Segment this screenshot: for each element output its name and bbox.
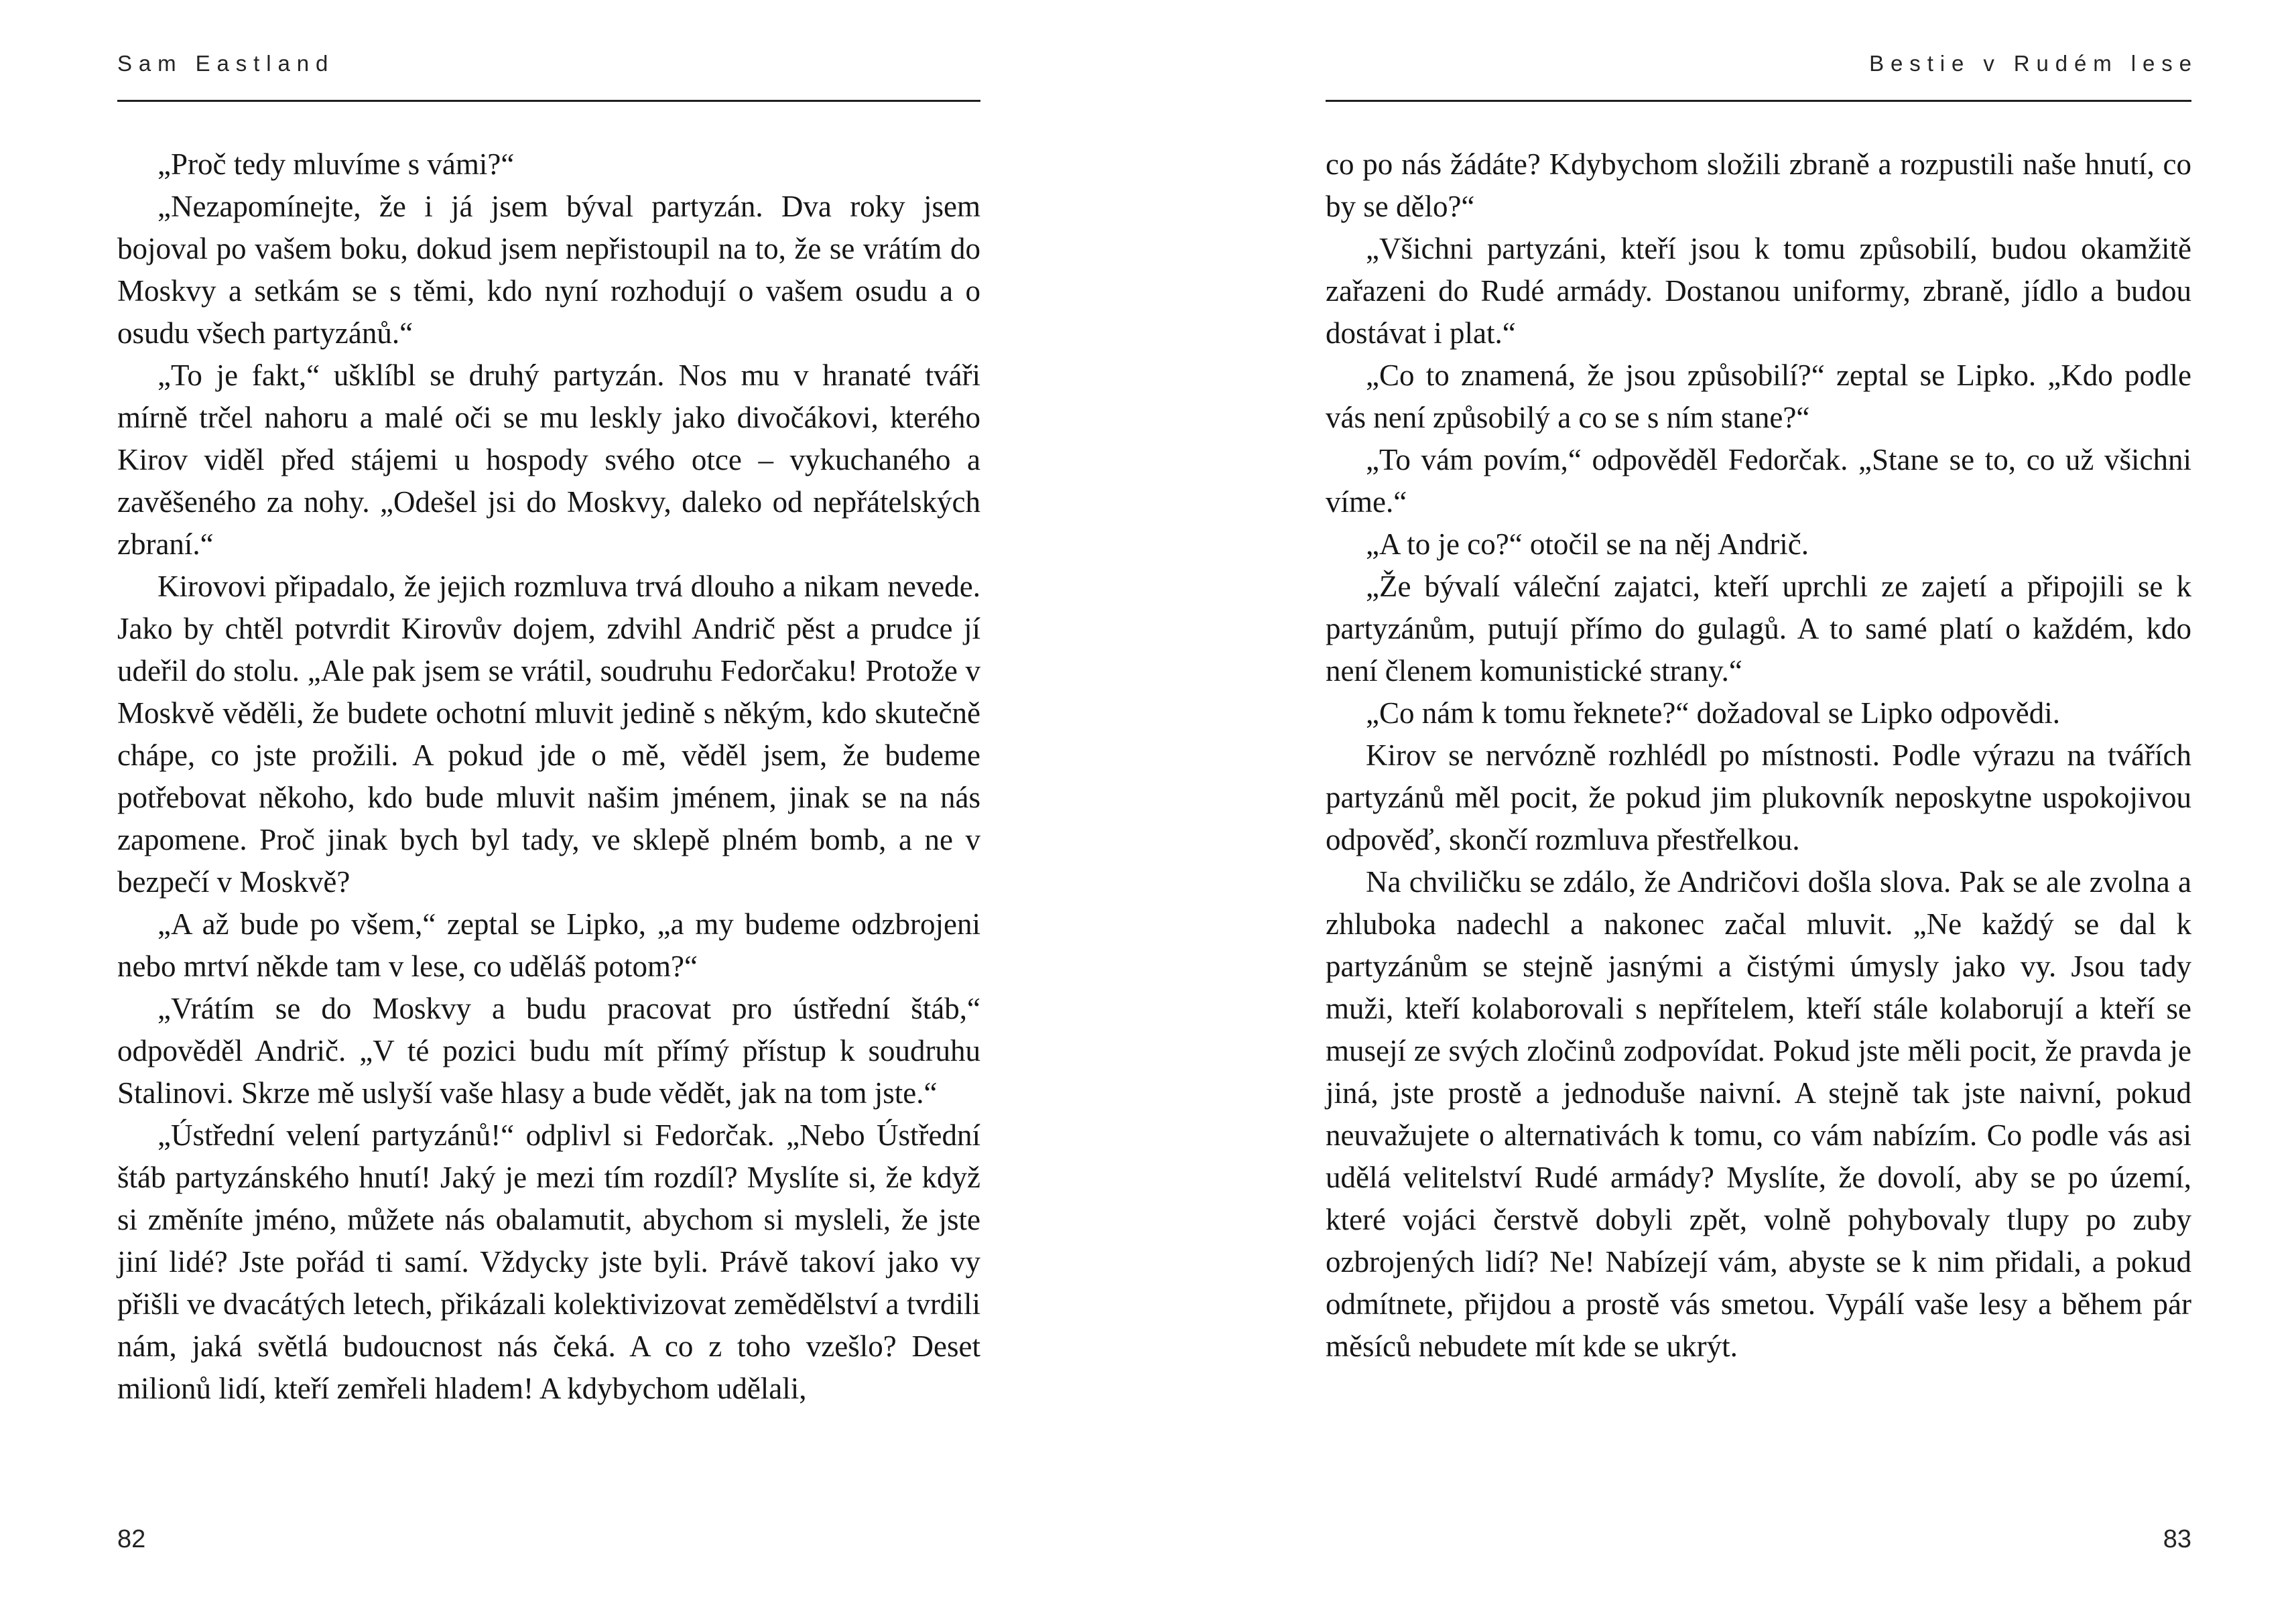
paragraph: „Co nám k tomu řeknete?“ dožadoval se Lipko odpovědi. xyxy=(1366,696,2060,730)
running-header-author: Sam Eastland xyxy=(117,51,335,76)
paragraph: Na chviličku se zdálo, že Andričovi došla slova. Pak se ale zvolna a zhluboka nadechl a nakonec začal mluvit. „Ne každý se dal k partyzánům se stejně jasnými a čistými úmysly jako vy. Jsou tady muži, kteří kolaborovali s nepřítelem, kteří stále kolaborují a kteří se musejí ze svých zločinů zodpovídat. Pokud jste měli pocit, že pravda je jiná, jste prostě a jednoduše naivní. A stejně tak jste naivní, pokud neuvažujete o alternativách k tomu, co vám nabízím. Co podle vás asi udělá velitelství Rudé armády? Myslíte, že dovolí, aby se po území, které vojáci čerstvě dobyli zpět, volně pohybovaly tlupy po zuby ozbrojených lidí? Ne! Nabízejí vám, abyste se k nim přidali, a pokud odmítnete, přijdou a prostě vás smetou. Vypálí vaše lesy a během pár měsíců nebudete mít kde se ukrýt. xyxy=(1326,865,2191,1363)
running-header-title: Bestie v Rudém lese xyxy=(1869,51,2198,76)
page-right-body xyxy=(1326,143,2191,1368)
paragraph: „Všichni partyzáni, kteří jsou k tomu způsobilí, budou okamžitě zařazeni do Rudé armády. Dostanou uniformy, zbraně, jídlo a budou dostávat i plat.“ xyxy=(1326,232,2191,350)
page-left-body xyxy=(117,143,980,1410)
paragraph: „To je fakt,“ ušklíbl se druhý partyzán. Nos mu v hranaté tváři mírně trčel nahoru a malé oči se mu leskly jako divočákovi, kterého Kirov viděl před stájemi u hospody svého otce – vykuchaného a zavěšeného za nohy. „Odešel jsi do Moskvy, daleko od nepřátelských zbraní.“ xyxy=(117,359,980,561)
header-rule-left xyxy=(117,100,980,102)
paragraph: „A až bude po všem,“ zeptal se Lipko, „a my budeme odzbrojeni nebo mrtví někde tam v lese, co uděláš potom?“ xyxy=(117,907,980,983)
header-rule-right xyxy=(1326,100,2191,102)
page-number-right: 83 xyxy=(2163,1525,2191,1553)
paragraph: „Vrátím se do Moskvy a budu pracovat pro ústřední štáb,“ odpověděl Andrič. „V té pozici budu mít přímý přístup k soudruhu Stalinovi. Skrze mě uslyší vaše hlasy a bude vědět, jak na tom jste.“ xyxy=(117,992,980,1110)
paragraph: „Že bývalí váleční zajatci, kteří uprchli ze zajetí a připojili se k partyzánům, putují přímo do gulagů. A to samé platí o každém, kdo není členem komunistické strany.“ xyxy=(1326,570,2191,688)
page-number-left: 82 xyxy=(117,1525,146,1553)
page-left xyxy=(117,0,980,1623)
paragraph: co po nás žádáte? Kdybychom složili zbraně a rozpustili naše hnutí, co by se dělo?“ xyxy=(1326,147,2191,223)
paragraph: „A to je co?“ otočil se na něj Andrič. xyxy=(1366,527,1809,561)
paragraph: Kirovovi připadalo, že jejich rozmluva trvá dlouho a nikam nevede. Jako by chtěl potvrdit Kirovův dojem, zdvihl Andrič pěst a prudce jí udeřil do stolu. „Ale pak jsem se vrátil, soudruhu Fedorčaku! Protože v Moskvě věděli, že budete ochotní mluvit jedině s někým, kdo skutečně chápe, co jste prožili. A pokud jde o mě, věděl jsem, že budeme potřebovat někoho, kdo bude mluvit našim jménem, jinak se na nás zapomene. Proč jinak bych byl tady, ve sklepě plném bomb, a ne v bezpečí v Moskvě? xyxy=(117,570,980,899)
paragraph: Kirov se nervózně rozhlédl po místnosti. Podle výrazu na tvářích partyzánů měl pocit, že pokud jim plukovník neposkytne uspokojivou odpověď, skončí rozmluva přestřelkou. xyxy=(1326,738,2191,856)
paragraph: „Nezapomínejte, že i já jsem býval partyzán. Dva roky jsem bojoval po vašem boku, dokud jsem nepřistoupil na to, že se vrátím do Moskvy a setkám se s těmi, kdo nyní rozhodují o vašem osudu a o osudu všech partyzánů.“ xyxy=(117,190,980,350)
paragraph: „To vám povím,“ odpověděl Fedorčak. „Stane se to, co už všichni víme.“ xyxy=(1326,443,2191,519)
paragraph: „Co to znamená, že jsou způsobilí?“ zeptal se Lipko. „Kdo podle vás není způsobilý a co se s ním stane?“ xyxy=(1326,359,2191,434)
paragraph: „Ústřední velení partyzánů!“ odplivl si Fedorčak. „Nebo Ústřední štáb partyzánského hnutí! Jaký je mezi tím rozdíl? Myslíte si, že když si změníte jméno, můžete nás obalamutit, abychom si mysleli, že jste jiní lidé? Jste pořád ti samí. Vždycky jste byli. Právě takoví jako vy přišli ve dvacátých letech, přikázali kolektivizovat zemědělství a tvrdili nám, jaká světlá budoucnost nás čeká. A co z toho vzešlo? Deset milionů lidí, kteří zemřeli hladem! A kdybychom udělali, xyxy=(117,1118,980,1405)
paragraph: „Proč tedy mluvíme s vámi?“ xyxy=(157,147,515,181)
page-right xyxy=(1326,0,2198,1623)
